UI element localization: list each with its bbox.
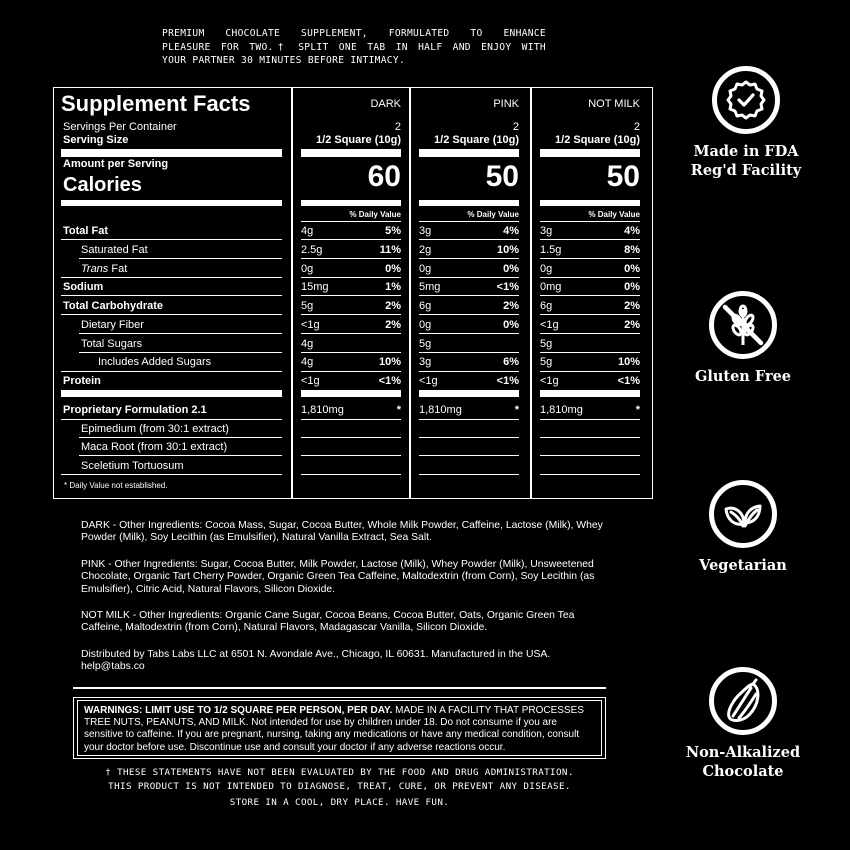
- calories-label: Calories: [63, 174, 142, 196]
- dv-total-carb: 2%: [624, 300, 640, 312]
- amount-dietary-fiber: 0g: [419, 319, 432, 331]
- amount-saturated-fat: 1.5g: [540, 244, 562, 256]
- rule: [540, 455, 640, 456]
- rule: [61, 277, 282, 278]
- badge-line: Made in FDA: [693, 143, 799, 160]
- ingredients-not-milk: NOT MILK - Other Ingredients: Organic Cane Sugar, Cocoa Beans, Cocoa Butter, Oats, Organic Green Tea Caffeine, Maltodextrin (from Corn), Natural Flavors, Madagascar Vanilla, Silicon Dioxide.: [81, 610, 575, 634]
- amount-total-carb: 6g: [419, 300, 432, 312]
- serving-size-value: 1/2 Square (10g): [434, 134, 519, 146]
- amount-sodium: 5mg: [419, 281, 441, 293]
- amount-protein: <1g: [301, 375, 320, 387]
- rule: [540, 371, 640, 372]
- rule: [540, 295, 640, 296]
- intro-line-1: PREMIUM CHOCOLATE SUPPLEMENT, FORMULATED TO ENHANCE: [162, 28, 546, 39]
- amount-protein: <1g: [419, 375, 438, 387]
- badge-line: Non-Alkalized: [685, 744, 801, 761]
- dv-proprietary: *: [514, 404, 519, 416]
- distributor-text: Distributed by Tabs Labs LLC at 6501 N. Avondale Ave., Chicago, IL 60631. Manufactured in the USA.: [81, 648, 551, 660]
- disclaimer-line-1: † THESE STATEMENTS HAVE NOT BEEN EVALUATED BY THE FOOD AND DRUG ADMINISTRATION.: [105, 767, 574, 778]
- rule: [540, 314, 640, 315]
- badge-label: [663, 743, 823, 781]
- rule: [419, 390, 519, 397]
- dv-added-sugars: 6%: [503, 356, 519, 368]
- row-sodium: Sodium: [63, 281, 104, 293]
- rule: [61, 419, 282, 420]
- rule: [540, 333, 640, 334]
- dv-header: % Daily Value: [588, 210, 640, 219]
- dv-trans-fat: 0%: [385, 263, 401, 275]
- rule: [301, 239, 401, 240]
- amount-sodium: 0mg: [540, 281, 562, 293]
- rule: [540, 474, 640, 475]
- serving-size-label: Serving Size: [63, 134, 129, 146]
- amount-dietary-fiber: <1g: [540, 319, 559, 331]
- amount-proprietary: 1,810mg: [419, 404, 462, 416]
- amount-total-carb: 5g: [301, 300, 314, 312]
- dv-trans-fat: 0%: [624, 263, 640, 275]
- disclaimer-line-2: THIS PRODUCT IS NOT INTENDED TO DIAGNOSE, TREAT, CURE, OR PREVENT ANY DISEASE.: [108, 780, 571, 792]
- rule: [540, 352, 640, 353]
- rule: [301, 371, 401, 372]
- amount-total-sugars: 5g: [540, 338, 553, 350]
- row-total-fat: Total Fat: [63, 225, 109, 237]
- rule: [79, 352, 282, 353]
- variant-column-dark: [293, 88, 409, 498]
- dv-total-carb: 2%: [385, 300, 401, 312]
- rule: [419, 221, 519, 222]
- trans-rest: Fat: [108, 263, 128, 275]
- row-protein: Protein: [63, 375, 101, 387]
- calories-value: 50: [606, 160, 640, 193]
- servings-value: 2: [512, 121, 519, 133]
- ingredients-pink: PINK - Other Ingredients: Sugar, Cocoa Butter, Milk Powder, Lactose (Milk), Whey Powder (Milk), Unsweetened Chocolate, Organic Tart Cherry Powder, Organic Green Tea Caffeine, Maltodextrin (from Corn), Soy Lecithin (as Emulsifier), Citric Acid, Natural Flavors, Silicon Dioxide.: [81, 558, 595, 595]
- rule: [540, 437, 640, 438]
- rule: [61, 314, 282, 315]
- dv-proprietary: *: [396, 404, 401, 416]
- servings-value: 2: [394, 121, 401, 133]
- rule: [419, 419, 519, 420]
- storage-note: STORE IN A COOL, DRY PLACE. HAVE FUN.: [229, 797, 450, 808]
- badge-fda: [666, 66, 826, 180]
- badge-label: Vegetarian: [699, 557, 787, 574]
- rule: [79, 437, 282, 438]
- dv-sodium: 1%: [385, 281, 401, 293]
- thick-rule: [540, 149, 640, 157]
- amount-trans-fat: 0g: [301, 263, 314, 275]
- amount-proprietary: 1,810mg: [301, 404, 344, 416]
- warning-rest: MADE IN A FACILITY THAT PROCESSES TREE NUTS, PEANUTS, AND MILK. Not intended for use by children under 18. Do not consume if you are sensitive to caffeine. If you are pregnant, nursing, taking any medications or have any medical condition, consult your doctor before use. Discontinue use and consult your doctor if any adverse reactions occur.: [84, 705, 584, 753]
- badge-gluten-free: [663, 291, 823, 386]
- thick-rule: [301, 149, 401, 157]
- dv-total-fat: 5%: [385, 225, 401, 237]
- rule: [79, 333, 282, 334]
- dv-dietary-fiber: 2%: [624, 319, 640, 331]
- amount-trans-fat: 0g: [540, 263, 553, 275]
- serving-size-value: 1/2 Square (10g): [555, 134, 640, 146]
- amount-total-fat: 3g: [419, 225, 432, 237]
- rule: [419, 333, 519, 334]
- servings-value: 2: [633, 121, 640, 133]
- warning-text: [77, 700, 602, 756]
- amount-added-sugars: 4g: [301, 356, 314, 368]
- dv-saturated-fat: 10%: [496, 244, 519, 256]
- amount-added-sugars: 5g: [540, 356, 553, 368]
- rule: [540, 277, 640, 278]
- rule: [540, 239, 640, 240]
- rule: [301, 314, 401, 315]
- warning-box: [73, 697, 606, 759]
- verified-badge-icon: [712, 66, 780, 134]
- amount-total-fat: 3g: [540, 225, 553, 237]
- dv-protein: <1%: [378, 375, 401, 387]
- rule: [301, 258, 401, 259]
- rule: [540, 221, 640, 222]
- dv-protein: <1%: [617, 375, 640, 387]
- amount-saturated-fat: 2g: [419, 244, 432, 256]
- rule: [419, 352, 519, 353]
- medium-rule: [61, 200, 282, 206]
- rule: [540, 390, 640, 397]
- rule: [419, 258, 519, 259]
- rule: [79, 258, 282, 259]
- row-saturated-fat: Saturated Fat: [81, 244, 148, 256]
- facts-label-column: [54, 88, 291, 498]
- rule: [301, 221, 401, 222]
- row-sceletium: Sceletium Tortuosum: [81, 460, 184, 472]
- medium-rule: [419, 200, 519, 206]
- row-added-sugars: Includes Added Sugars: [98, 356, 212, 368]
- dv-dietary-fiber: 0%: [503, 319, 519, 331]
- rule: [540, 419, 640, 420]
- amount-dietary-fiber: <1g: [301, 319, 320, 331]
- rule: [419, 295, 519, 296]
- amount-added-sugars: 3g: [419, 356, 432, 368]
- rule: [61, 239, 282, 240]
- fda-disclaimer: [73, 766, 606, 793]
- amount-sodium: 15mg: [301, 281, 329, 293]
- variant-name: PINK: [493, 98, 519, 110]
- badge-label: [666, 142, 826, 180]
- servings-label: Servings Per Container: [63, 121, 177, 133]
- rule: [540, 258, 640, 259]
- rule: [61, 371, 282, 372]
- medium-rule: [540, 200, 640, 206]
- rule: [301, 295, 401, 296]
- rule: [301, 474, 401, 475]
- row-epimedium: Epimedium (from 30:1 extract): [81, 423, 229, 435]
- amount-trans-fat: 0g: [419, 263, 432, 275]
- row-total-sugars: Total Sugars: [81, 338, 143, 350]
- row-proprietary: Proprietary Formulation 2.1: [63, 404, 207, 416]
- rule: [79, 455, 282, 456]
- contact-email[interactable]: help@tabs.co: [81, 661, 145, 673]
- dv-sodium: <1%: [496, 281, 519, 293]
- amount-total-sugars: 4g: [301, 338, 314, 350]
- leaves-icon: [709, 480, 777, 548]
- rule: [301, 455, 401, 456]
- dv-sodium: 0%: [624, 281, 640, 293]
- rule: [301, 277, 401, 278]
- rule: [419, 474, 519, 475]
- rule: [419, 371, 519, 372]
- row-total-carb: Total Carbohydrate: [63, 300, 164, 312]
- dv-added-sugars: 10%: [617, 356, 640, 368]
- amount-label: Amount per Serving: [63, 158, 169, 170]
- intro-text: [162, 27, 546, 68]
- rule: [419, 455, 519, 456]
- calories-value: 50: [485, 160, 519, 193]
- dv-total-fat: 4%: [503, 225, 519, 237]
- calories-value: 60: [367, 160, 401, 193]
- dv-saturated-fat: 11%: [379, 244, 401, 256]
- footnote: * Daily Value not established.: [64, 481, 168, 490]
- rule: [419, 239, 519, 240]
- divider-line: [73, 687, 606, 689]
- thick-rule: [61, 149, 282, 157]
- dv-added-sugars: 10%: [378, 356, 401, 368]
- dv-total-fat: 4%: [624, 225, 640, 237]
- intro-line-3: YOUR PARTNER 30 MINUTES BEFORE INTIMACY.: [162, 55, 406, 67]
- warning-bold: WARNINGS: LIMIT USE TO 1/2 SQUARE PER PERSON, PER DAY.: [84, 705, 393, 716]
- thick-rule: [419, 149, 519, 157]
- rule: [61, 474, 282, 475]
- rule: [419, 437, 519, 438]
- badge-non-alkalized: [663, 667, 823, 781]
- badge-line: Chocolate: [702, 763, 784, 780]
- medium-rule: [301, 200, 401, 206]
- rule: [419, 277, 519, 278]
- rule: [301, 333, 401, 334]
- amount-total-carb: 6g: [540, 300, 553, 312]
- cacao-pod-icon: [709, 667, 777, 735]
- rule: [301, 437, 401, 438]
- rule: [419, 314, 519, 315]
- row-dietary-fiber: Dietary Fiber: [81, 319, 144, 331]
- variant-name: NOT MILK: [588, 98, 640, 110]
- dv-dietary-fiber: 2%: [385, 319, 401, 331]
- dv-trans-fat: 0%: [503, 263, 519, 275]
- variant-column-not-milk: [532, 88, 648, 498]
- amount-total-sugars: 5g: [419, 338, 432, 350]
- rule: [301, 352, 401, 353]
- rule: [301, 390, 401, 397]
- dv-saturated-fat: 8%: [624, 244, 640, 256]
- rule: [61, 295, 282, 296]
- dv-total-carb: 2%: [503, 300, 519, 312]
- badge-line: Reg'd Facility: [690, 162, 802, 179]
- dv-protein: <1%: [496, 375, 519, 387]
- amount-protein: <1g: [540, 375, 559, 387]
- thick-rule: [61, 390, 282, 397]
- dv-header: % Daily Value: [349, 210, 401, 219]
- rule: [301, 419, 401, 420]
- distributor-info: [81, 649, 606, 674]
- ingredients-dark: DARK - Other Ingredients: Cocoa Mass, Sugar, Cocoa Butter, Whole Milk Powder, Caffeine, Lactose (Milk), Whey Powder (Milk), Soy Lecithin (as Emulsifier), Natural Vanilla Extract, Sea Salt.: [81, 520, 603, 544]
- amount-saturated-fat: 2.5g: [301, 244, 323, 256]
- supplement-facts-panel: [53, 87, 653, 499]
- variant-column-pink: [411, 88, 527, 498]
- dv-header: % Daily Value: [467, 210, 519, 219]
- trans-italic: Trans: [81, 263, 109, 275]
- intro-line-2: PLEASURE FOR TWO.† SPLIT ONE TAB IN HALF AND ENJOY WITH: [162, 41, 546, 53]
- amount-total-fat: 4g: [301, 225, 314, 237]
- amount-proprietary: 1,810mg: [540, 404, 583, 416]
- variant-name: DARK: [370, 98, 401, 110]
- row-trans-fat: [81, 263, 127, 275]
- badge-vegetarian: [663, 480, 823, 575]
- wheat-crossed-icon: [709, 291, 777, 359]
- badge-label: Gluten Free: [694, 368, 792, 385]
- facts-title: Supplement Facts: [61, 91, 251, 116]
- serving-size-value: 1/2 Square (10g): [316, 134, 401, 146]
- ingredients-section: [81, 520, 606, 674]
- dv-proprietary: *: [635, 404, 640, 416]
- row-maca: Maca Root (from 30:1 extract): [81, 441, 228, 453]
